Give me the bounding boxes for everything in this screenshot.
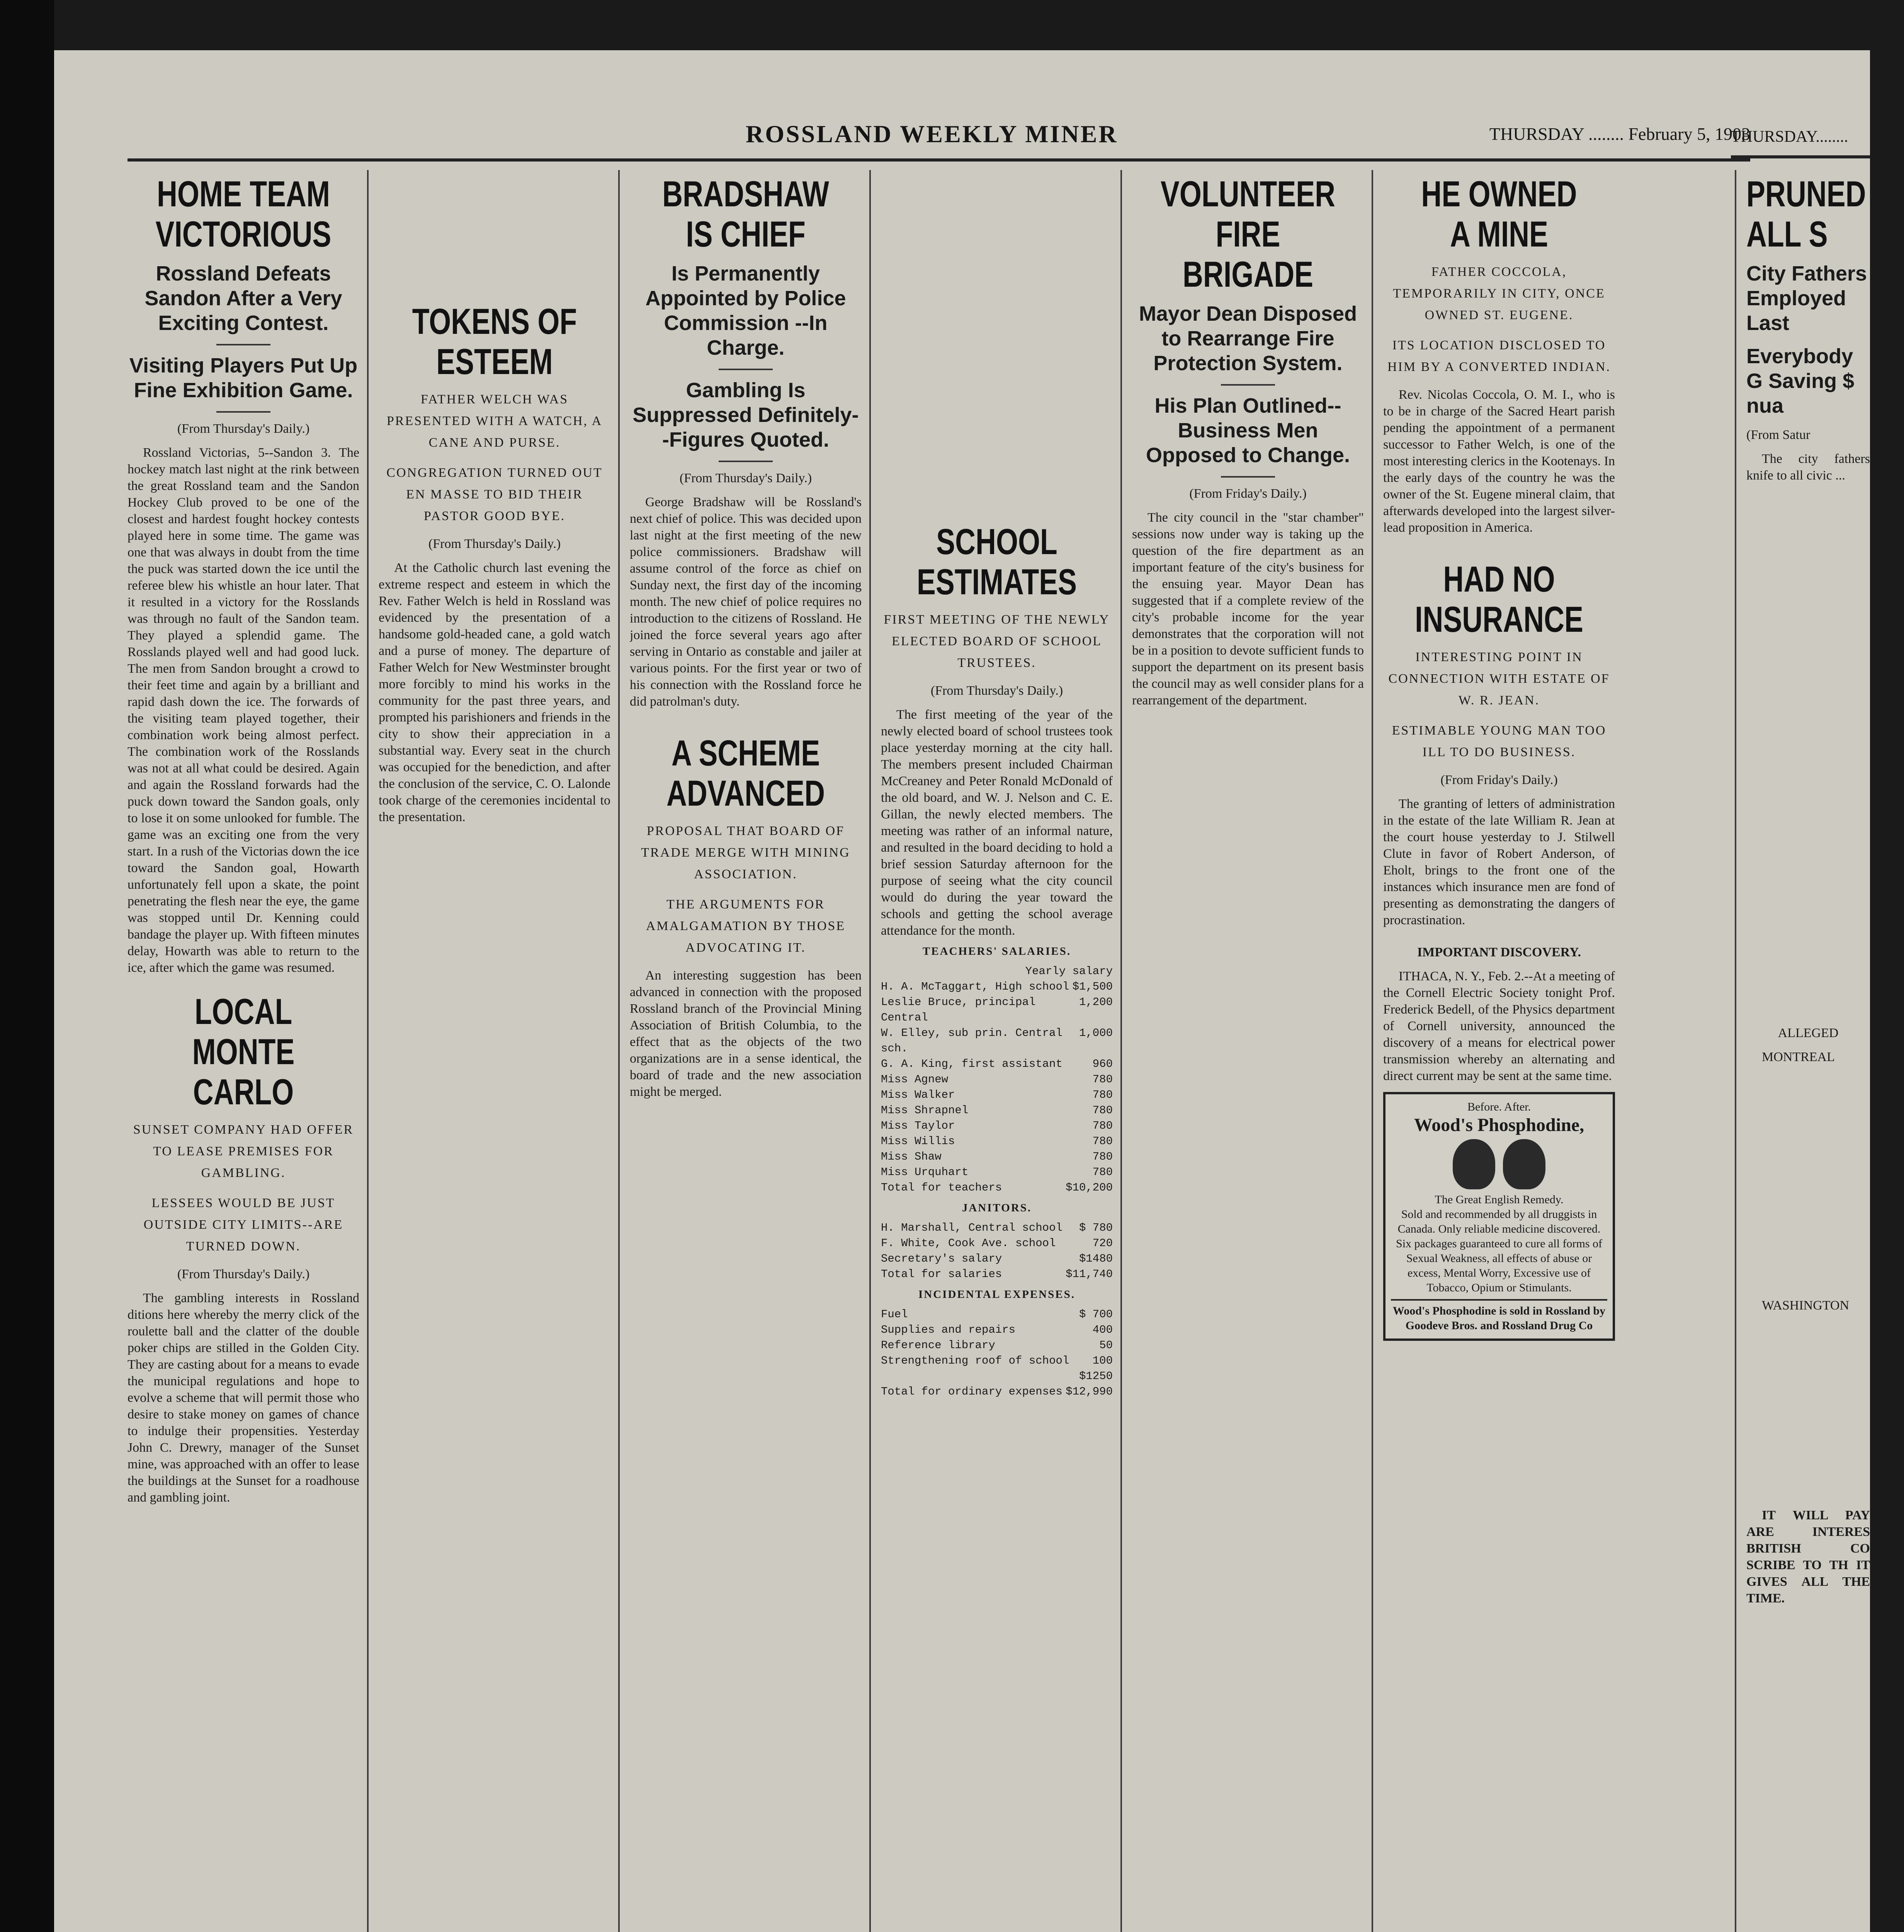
- row-label: Miss Agnew: [881, 1073, 949, 1086]
- row-value: 780: [1092, 1135, 1113, 1148]
- dateline: WASHINGTON: [1762, 1298, 1850, 1313]
- row-label: Supplies and repairs: [881, 1323, 1016, 1336]
- source-line: (From Thursday's Daily.): [177, 1267, 310, 1281]
- headline: VOLUNTEER FIRE BRIGADE: [1160, 173, 1336, 294]
- face-before-icon: [1453, 1139, 1495, 1189]
- table-row: [881, 995, 1113, 1026]
- table-row: [881, 1149, 1113, 1165]
- next-page-header: THURSDAY........: [1731, 116, 1870, 158]
- article-body: The first meeting of the year of the newly elected board of school trustees took place yesterday morning at the city hall. The members present included Chairman McCreaney and Peter Ronald McDonald of the old board, and W. J. Nelson and C. E. Gillan, the newly elected members. The meeting was rather of an informal nature, and resulted in the board deciding to hold a brief session Saturday afternoon for the purpose of seeing what the city council would do during the year toward the schools and getting the school average attendance for the month.: [881, 707, 1113, 938]
- table-row: [881, 1338, 1113, 1353]
- source-line: (From Friday's Daily.): [1440, 773, 1558, 787]
- table-heading: JANITORS.: [962, 1202, 1032, 1214]
- column-2: [379, 170, 610, 1932]
- headline: HE OWNED A MINE: [1421, 173, 1577, 254]
- deck: FATHER WELCH WAS PRESENTED WITH A WATCH, A CANE AND PURSE.: [386, 392, 603, 450]
- divider: [216, 344, 270, 345]
- deck: INTERESTING POINT IN CONNECTION WITH ESTATE OF W. R. JEAN.: [1388, 650, 1610, 707]
- row-value: $1480: [1079, 1252, 1113, 1265]
- source-line: (From Thursday's Daily.): [930, 684, 1063, 698]
- deck: ITS LOCATION DISCLOSED TO HIM BY A CONVERTED INDIAN.: [1387, 338, 1611, 374]
- divider: [1221, 384, 1275, 386]
- column-rule: [1372, 170, 1373, 1932]
- article-body: The gambling interests in Rossland ditions here whereby the merry click of the roulette ball and the clatter of the double poker chips are stilled in the Golden City. They are casting about for a means to evade the municipal regulations and hope to evolve a scheme that will permit those who desire to stake money on games of chance to indulge their propensities. Yesterday John C. Drewry, manager of the Sunset mine, was approached with an offer to lease the buildings at the Sunset for a roadhouse and gambling joint.: [128, 1291, 359, 1505]
- table-row: [881, 1251, 1113, 1267]
- column-rule: [618, 170, 620, 1932]
- face-after-icon: [1503, 1139, 1545, 1189]
- ad-footer: Wood's Phosphodine is sold in Rossland by Goodeve Bros. and Rossland Drug Co: [1391, 1299, 1607, 1333]
- deck: PROPOSAL THAT BOARD OF TRADE MERGE WITH MINING ASSOCIATION.: [641, 824, 850, 881]
- column-rule: [367, 170, 369, 1932]
- headline: A SCHEME ADVANCED: [666, 733, 825, 813]
- row-value: 780: [1092, 1104, 1113, 1117]
- table-row: [881, 964, 1113, 979]
- row-value: 100: [1092, 1354, 1113, 1367]
- row-value: 780: [1092, 1119, 1113, 1132]
- divider: [719, 369, 773, 370]
- salary-table: [881, 944, 1113, 1400]
- row-label: Total for teachers: [881, 1181, 1002, 1194]
- ad-illustration: [1391, 1139, 1607, 1189]
- ad-tagline: The Great English Remedy.: [1435, 1193, 1564, 1206]
- deck: ESTIMABLE YOUNG MAN TOO ILL TO DO BUSINESS.: [1392, 723, 1606, 759]
- headline: IMPORTANT DISCOVERY.: [1417, 945, 1581, 959]
- deck: CONGREGATION TURNED OUT EN MASSE TO BID THEIR PASTOR GOOD BYE.: [386, 466, 603, 523]
- table-row: [881, 1353, 1113, 1369]
- continued-text: [881, 170, 1113, 518]
- row-label: Total for salaries: [881, 1268, 1002, 1281]
- row-value: 1,200: [1079, 996, 1113, 1009]
- divider: [1221, 476, 1275, 478]
- row-label: Miss Shaw: [881, 1150, 942, 1163]
- row-label: Leslie Bruce, principal Central: [881, 996, 1036, 1024]
- table-row: [881, 1369, 1113, 1384]
- row-label: Fuel: [881, 1308, 908, 1321]
- dateline: MONTREAL: [1762, 1050, 1835, 1064]
- row-label: F. White, Cook Ave. school: [881, 1237, 1056, 1250]
- headline: BRADSHAW IS CHIEF: [662, 173, 829, 254]
- row-value: 720: [1092, 1237, 1113, 1250]
- table-heading: TEACHERS' SALARIES.: [922, 945, 1071, 957]
- scan-border-left: [0, 0, 54, 1932]
- article-body: The city council in the "star chamber" sessions now under way is taking up the question of the fire department as an important feature of the city's business for the ensuing year. Mayor Dean has suggested that if a complete review of the city's probable income for the year demonstrates that the corporation will not be in a position to devote sufficient funds to support the department on its present basis the council may as well consider plans for a rearrangement of the department.: [1132, 510, 1364, 707]
- article-body: George Bradshaw will be Rossland's next chief of police. This was decided upon last night at the first meeting of the new police commissioners. Bradshaw will assume control of the force as chief on Sunday next, the first day of the incoming month. The new chief of police requires no introduction to the citizens of Rossland. He joined the force several years ago after serving in Ontario as constable and jailer at various points. For the first year or two of his connection with the Rossland force he did patrolman's duty.: [630, 495, 862, 709]
- deck: Mayor Dean Disposed to Rearrange Fire Protection System.: [1139, 302, 1357, 375]
- article-body: The city fathers knife to all civic ...: [1746, 452, 1870, 483]
- page-header: [128, 116, 1750, 162]
- deck: FIRST MEETING OF THE NEWLY ELECTED BOARD OF SCHOOL TRUSTEES.: [884, 612, 1110, 670]
- row-value: $ 780: [1079, 1221, 1113, 1234]
- deck: Gambling Is Suppressed Definitely--Figures Quoted.: [632, 379, 859, 451]
- row-label: Reference library: [881, 1339, 995, 1352]
- row-value: 960: [1092, 1058, 1113, 1070]
- table-row: [881, 1134, 1113, 1149]
- deck: Is Permanently Appointed by Police Commission --In Charge.: [645, 262, 846, 359]
- table-heading: INCIDENTAL EXPENSES.: [918, 1288, 1075, 1301]
- row-value: 50: [1099, 1339, 1113, 1352]
- divider: [216, 411, 270, 413]
- column-label: Yearly salary: [1025, 965, 1113, 978]
- row-value: $12,990: [1066, 1385, 1113, 1398]
- table-row: [881, 1307, 1113, 1322]
- headline: HOME TEAM VICTORIOUS: [155, 173, 332, 254]
- date-line: THURSDAY ........ February 5, 1903: [1489, 124, 1750, 144]
- column-rule: [869, 170, 871, 1932]
- table-row: [881, 1180, 1113, 1196]
- table-row: [881, 1165, 1113, 1180]
- article-body: Rossland Victorias, 5--Sandon 3. The hockey match last night at the rink between the great Rossland team and the Sandon Hockey Club proved to be one of the closest and hardest fought hockey contests played here in some time. The game was one that was always in doubt from the time the puck was started down the ice until the referee blew his whistle an hour later. That it resulted in a victory for the Rosslands was through no fault of the Sandon team. They played a splendid game. The Rosslands played well and had good luck. The men from Sandon brought a crowd to their feet time and again by a brilliant and rapid dash down the ice. The forwards of the visiting team played together, their combination work being almost perfect. The combination work of the Rosslands was not at all what could be desired. Again and again the Rossland forwards had the puck down toward the Sandon goals, only to lose it on some unlooked for fumble. The game was an exciting one from the very start. In a rush of the Victorias down the ice toward the Sandon goal, Howarth unfortunately fell upon a skate, the point penetrating the flesh near the eye, the game was stopped until Dr. Kenning could bandage the player up. With fifteen minutes delay, Howarth was able to return to the ice, after which the game was resumed.: [128, 446, 359, 975]
- advertisement: [1383, 1092, 1615, 1341]
- row-label: G. A. King, first assistant: [881, 1058, 1062, 1070]
- row-value: 780: [1092, 1073, 1113, 1086]
- headline: PRUNED ALL S: [1746, 173, 1866, 254]
- column-4: [881, 170, 1113, 1932]
- divider: [719, 461, 773, 462]
- row-label: H. A. McTaggart, High school: [881, 980, 1069, 993]
- column-5: [1132, 170, 1364, 1932]
- row-label: Miss Willis: [881, 1135, 955, 1148]
- row-value: 780: [1092, 1166, 1113, 1179]
- article-body: An interesting suggestion has been advanced in connection with the proposed Rossland branch of the Provincial Mining Association of British Columbia, to the effect that as the objects of the two organizations are in a sense identical, the board of trade and the new association might be merged.: [630, 968, 862, 1099]
- article-body: At the Catholic church last evening the extreme respect and esteem in which the Rev. Father Welch is held in Rossland was evidenced by the presentation of a handsome gold-headed cane, a gold watch and a purse of money. The departure of Father Welch for New Westminster brought more forcibly to mind his works in the community for the past three years, and prompted his parishioners and friends in the city to show their appreciation in a substantial way. Every seat in the church was occupied for the benediction, and after the conclusion of the service, C. O. Lalonde took charge of the ceremonies incidental to the presentation.: [379, 561, 610, 824]
- source-line: (From Friday's Daily.): [1189, 486, 1307, 501]
- row-label: Miss Urquhart: [881, 1166, 969, 1179]
- table-row: [881, 1220, 1113, 1236]
- row-label: Miss Taylor: [881, 1119, 955, 1132]
- row-value: $11,740: [1066, 1268, 1113, 1281]
- deck: LESSEES WOULD BE JUST OUTSIDE CITY LIMITS--ARE TURNED DOWN.: [143, 1196, 343, 1253]
- salary-rows: [881, 979, 1113, 1180]
- row-label: Secretary's salary: [881, 1252, 1002, 1265]
- section-heading: ALLEGED: [1778, 1026, 1839, 1040]
- table-row: [881, 1056, 1113, 1072]
- table-row: [881, 1026, 1113, 1056]
- column-6: [1383, 170, 1615, 1932]
- row-value: $10,200: [1066, 1181, 1113, 1194]
- row-value: 1,000: [1079, 1027, 1113, 1039]
- headline: LOCAL MONTE CARLO: [192, 991, 295, 1112]
- row-value: 780: [1092, 1088, 1113, 1101]
- column-rule: [1735, 170, 1736, 1932]
- headline: TOKENS OF ESTEEM: [412, 301, 577, 382]
- row-label: Strengthening roof of school: [881, 1354, 1069, 1367]
- ad-caption: Before. After.: [1467, 1100, 1531, 1113]
- article-body: The granting of letters of administration in the estate of the late William R. Jean at the court house yesterday to J. Stilwell Clute in favor of Robert Anderson, of Eholt, brings to the front one of the instances which insurance men are fond of presenting as demonstrating the dangers of procrastination.: [1383, 797, 1615, 927]
- deck: FATHER COCCOLA, TEMPORARILY IN CITY, ONCE OWNED ST. EUGENE.: [1393, 265, 1605, 322]
- row-value: $ 700: [1079, 1308, 1113, 1321]
- deck: THE ARGUMENTS FOR AMALGAMATION BY THOSE ADVOCATING IT.: [646, 897, 846, 955]
- source-line: (From Thursday's Daily.): [679, 471, 812, 485]
- table-row: [881, 1236, 1113, 1251]
- deck: His Plan Outlined--Business Men Opposed to Change.: [1146, 394, 1350, 467]
- deck: Visiting Players Put Up Fine Exhibition Game.: [129, 354, 358, 402]
- deck: Rossland Defeats Sandon After a Very Exciting Contest.: [144, 262, 342, 335]
- source-line: (From Thursday's Daily.): [177, 422, 310, 436]
- headline: HAD NO INSURANCE: [1415, 559, 1583, 639]
- row-label: Miss Shrapnel: [881, 1104, 969, 1117]
- ad-title: Wood's Phosphodine,: [1414, 1115, 1584, 1135]
- table-row: [881, 1087, 1113, 1103]
- paper-title: ROSSLAND WEEKLY MINER: [746, 120, 1118, 148]
- table-row: [881, 1072, 1113, 1087]
- source-line: (From Thursday's Daily.): [428, 537, 561, 551]
- table-row: [881, 1384, 1113, 1400]
- row-label: Total for ordinary expenses: [881, 1385, 1062, 1398]
- row-label: Miss Walker: [881, 1088, 955, 1101]
- row-label: W. Elley, sub prin. Central sch.: [881, 1027, 1062, 1055]
- article-body: ITHACA, N. Y., Feb. 2.--At a meeting of the Cornell Electric Society tonight Prof. Frederick Bedell, of the Physics department of Cornell university, announced the discovery of a means for electrical power transmission whereby an alternating and direct current may be sent at the same time.: [1383, 969, 1615, 1083]
- column-rule: [1120, 170, 1122, 1932]
- column-1: [128, 170, 359, 1932]
- table-row: [881, 1267, 1113, 1282]
- row-value: $1250: [1079, 1370, 1113, 1383]
- source-line: (From Satur: [1746, 428, 1810, 442]
- table-row: [881, 979, 1113, 995]
- deck: SUNSET COMPANY HAD OFFER TO LEASE PREMISES FOR GAMBLING.: [133, 1122, 354, 1180]
- row-value: $1,500: [1072, 980, 1113, 993]
- table-row: [881, 1103, 1113, 1118]
- next-page-column: [1746, 170, 1870, 1932]
- table-row: [881, 1322, 1113, 1338]
- headline: SCHOOL ESTIMATES: [916, 521, 1077, 602]
- row-value: 400: [1092, 1323, 1113, 1336]
- ad-text: Sold and recommended by all druggists in Canada. Only reliable medicine discovered. Six packages guaranteed to cure all forms of Sexual Weakness, all effects of abuse or excess, Mental Worry, Excessive use of Tobacco, Opium or Stimulants.: [1396, 1208, 1602, 1294]
- deck: Everybody G Saving $ nua: [1746, 345, 1855, 417]
- table-row: [881, 1118, 1113, 1134]
- notice: IT WILL PAY ARE INTERES BRITISH CO SCRIBE TO TH IT GIVES ALL THE TIME.: [1746, 1508, 1870, 1605]
- row-value: 780: [1092, 1150, 1113, 1163]
- column-3: [630, 170, 862, 1932]
- row-label: H. Marshall, Central school: [881, 1221, 1062, 1234]
- article-body: Rev. Nicolas Coccola, O. M. I., who is to be in charge of the Sacred Heart parish pending the appointment of a permanent successor to Father Welch, is one of the most interesting clerics in the Kootenays. In the early days of the country he was the owner of the St. Eugene mineral claim, that afterwards developed into the largest silver-lead proposition in America.: [1383, 388, 1615, 535]
- deck: City Fathers Employed Last: [1746, 262, 1867, 335]
